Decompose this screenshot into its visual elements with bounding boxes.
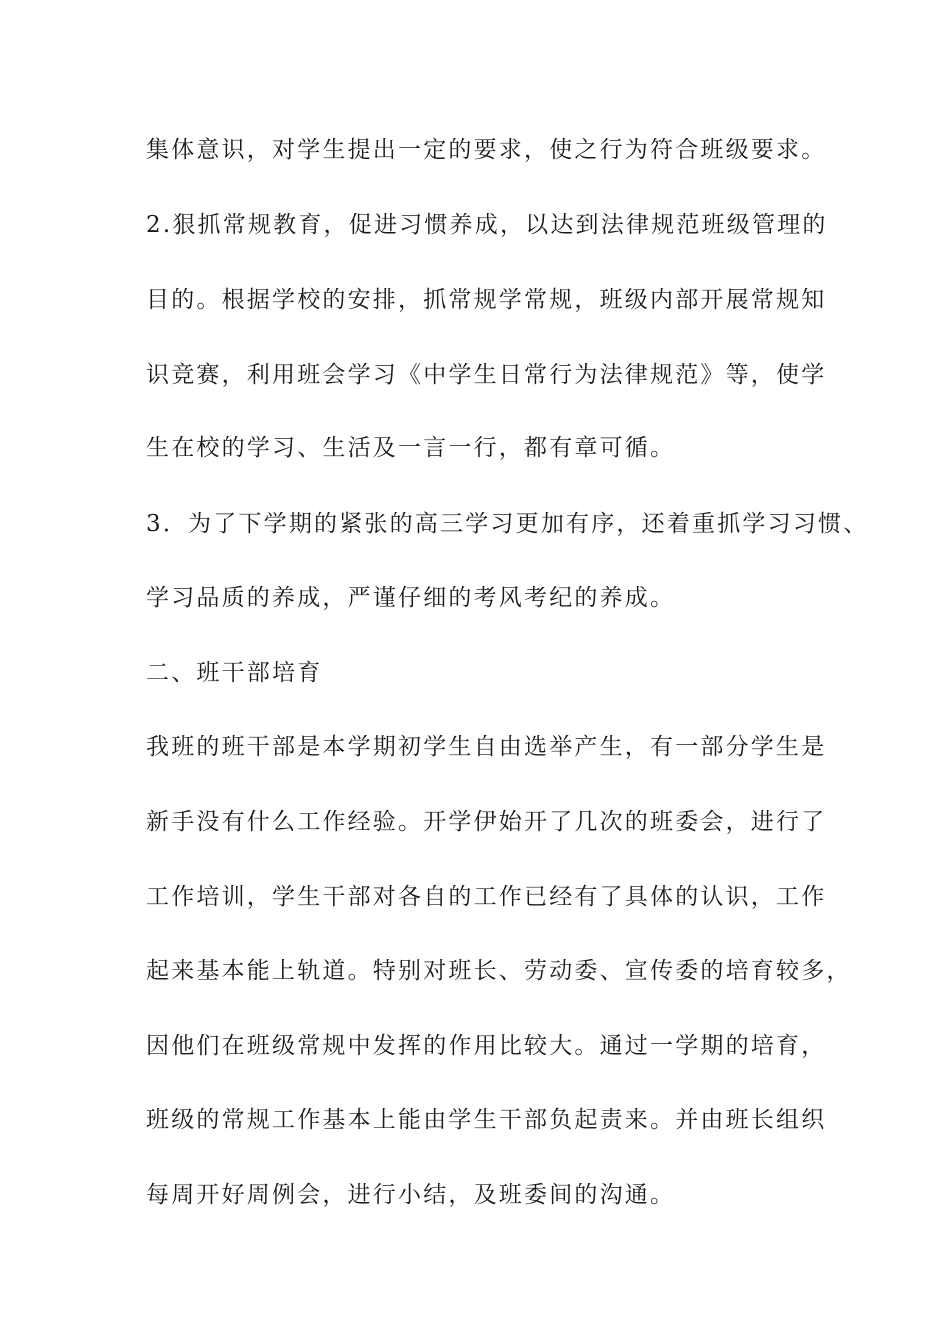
- text-line: 起来基本能上轨道。特别对班长、劳动委、宣传委的培育较多，: [146, 958, 852, 984]
- text-line: 学习品质的养成，严谨仔细的考风考纪的养成。: [146, 585, 676, 611]
- text-line: 新手没有什么工作经验。开学伊始开了几次的班委会，进行了: [146, 809, 827, 835]
- text-line: 2.狠抓常规教育，促进习惯养成，以达到法律规范班级管理的: [146, 212, 828, 238]
- section-heading: 二、班干部培育: [146, 660, 323, 686]
- text-line: 生在校的学习、生活及一言一行，都有章可循。: [146, 435, 676, 461]
- text-line: 班级的常规工作基本上能由学生干部负起责来。并由班长组织: [146, 1107, 827, 1133]
- text-line: 我班的班干部是本学期初学生自由选举产生，有一部分学生是: [146, 734, 827, 760]
- text-line: 每周开好周例会，进行小结，及班委间的沟通。: [146, 1182, 676, 1208]
- text-line: 因他们在班级常规中发挥的作用比较大。通过一学期的培育，: [146, 1033, 827, 1059]
- text-line: 3．为了下学期的紧张的高三学习更加有序，还着重抓学习习惯、: [146, 511, 869, 537]
- text-line: 识竞赛，利用班会学习《中学生日常行为法律规范》等，使学: [146, 362, 827, 388]
- text-line: 工作培训，学生干部对各自的工作已经有了具体的认识，工作: [146, 884, 827, 910]
- text-line: 集体意识，对学生提出一定的要求，使之行为符合班级要求。: [146, 137, 827, 163]
- text-line: 目的。根据学校的安排，抓常规学常规，班级内部开展常规知: [146, 287, 827, 313]
